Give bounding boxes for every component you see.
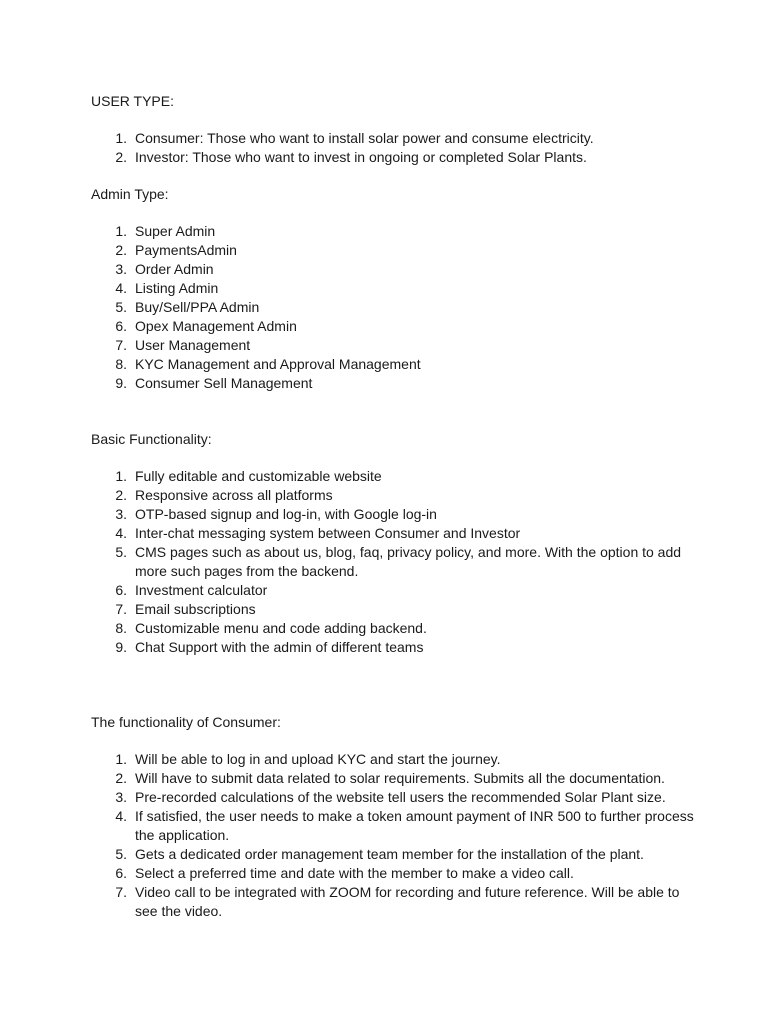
list-item: 4. Inter-chat messaging system between Consumer and Investor bbox=[115, 525, 521, 541]
list-item: 7. User Management bbox=[115, 337, 251, 353]
list-item: 1. Super Admin bbox=[115, 223, 216, 239]
section-heading-user-type: USER TYPE: bbox=[91, 93, 174, 109]
admin-type-list bbox=[91, 222, 698, 393]
list-item: 3. OTP-based signup and log-in, with Google log-in bbox=[115, 506, 437, 522]
list-item: 3. Pre-recorded calculations of the website tell users the recommended Solar Plant size. bbox=[115, 789, 666, 805]
list-item: 1. Consumer: Those who want to install solar power and consume electricity. bbox=[115, 130, 594, 146]
list-item: 1. Fully editable and customizable website bbox=[115, 468, 382, 484]
list-item: 2. Investor: Those who want to invest in ongoing or completed Solar Plants. bbox=[115, 149, 587, 165]
list-item: 1. Will be able to log in and upload KYC and start the journey. bbox=[115, 751, 501, 767]
list-item: 5. Gets a dedicated order management team member for the installation of the plant. bbox=[115, 846, 644, 862]
list-item: 6. Investment calculator bbox=[115, 582, 268, 598]
list-item: 4. If satisfied, the user needs to make a token amount payment of INR 500 to further process the application. bbox=[115, 808, 694, 843]
list-item: 5. CMS pages such as about us, blog, faq, privacy policy, and more. With the option to add more such pages from the backend. bbox=[115, 544, 682, 579]
list-item: 2. PaymentsAdmin bbox=[115, 242, 237, 258]
section-heading-consumer-functionality: The functionality of Consumer: bbox=[91, 714, 281, 730]
list-item: 7. Video call to be integrated with ZOOM for recording and future reference. Will be able to see the video. bbox=[115, 884, 680, 919]
list-item: 7. Email subscriptions bbox=[115, 601, 256, 617]
list-item: 4. Listing Admin bbox=[115, 280, 219, 296]
basic-functionality-list bbox=[91, 467, 698, 657]
user-type-list bbox=[91, 129, 698, 167]
list-item: 6. Opex Management Admin bbox=[115, 318, 297, 334]
list-item: 6. Select a preferred time and date with the member to make a video call. bbox=[115, 865, 574, 881]
section-heading-admin-type: Admin Type: bbox=[91, 186, 169, 202]
section-heading-basic-functionality: Basic Functionality: bbox=[91, 431, 212, 447]
list-item: 5. Buy/Sell/PPA Admin bbox=[115, 299, 260, 315]
list-item: 9. Chat Support with the admin of different teams bbox=[115, 639, 424, 655]
list-item: 3. Order Admin bbox=[115, 261, 214, 277]
consumer-functionality-list bbox=[91, 750, 698, 921]
list-item: 8. Customizable menu and code adding backend. bbox=[115, 620, 427, 636]
list-item: 2. Will have to submit data related to solar requirements. Submits all the documentation. bbox=[115, 770, 665, 786]
list-item: 2. Responsive across all platforms bbox=[115, 487, 333, 503]
list-item: 9. Consumer Sell Management bbox=[115, 375, 313, 391]
list-item: 8. KYC Management and Approval Management bbox=[115, 356, 421, 372]
